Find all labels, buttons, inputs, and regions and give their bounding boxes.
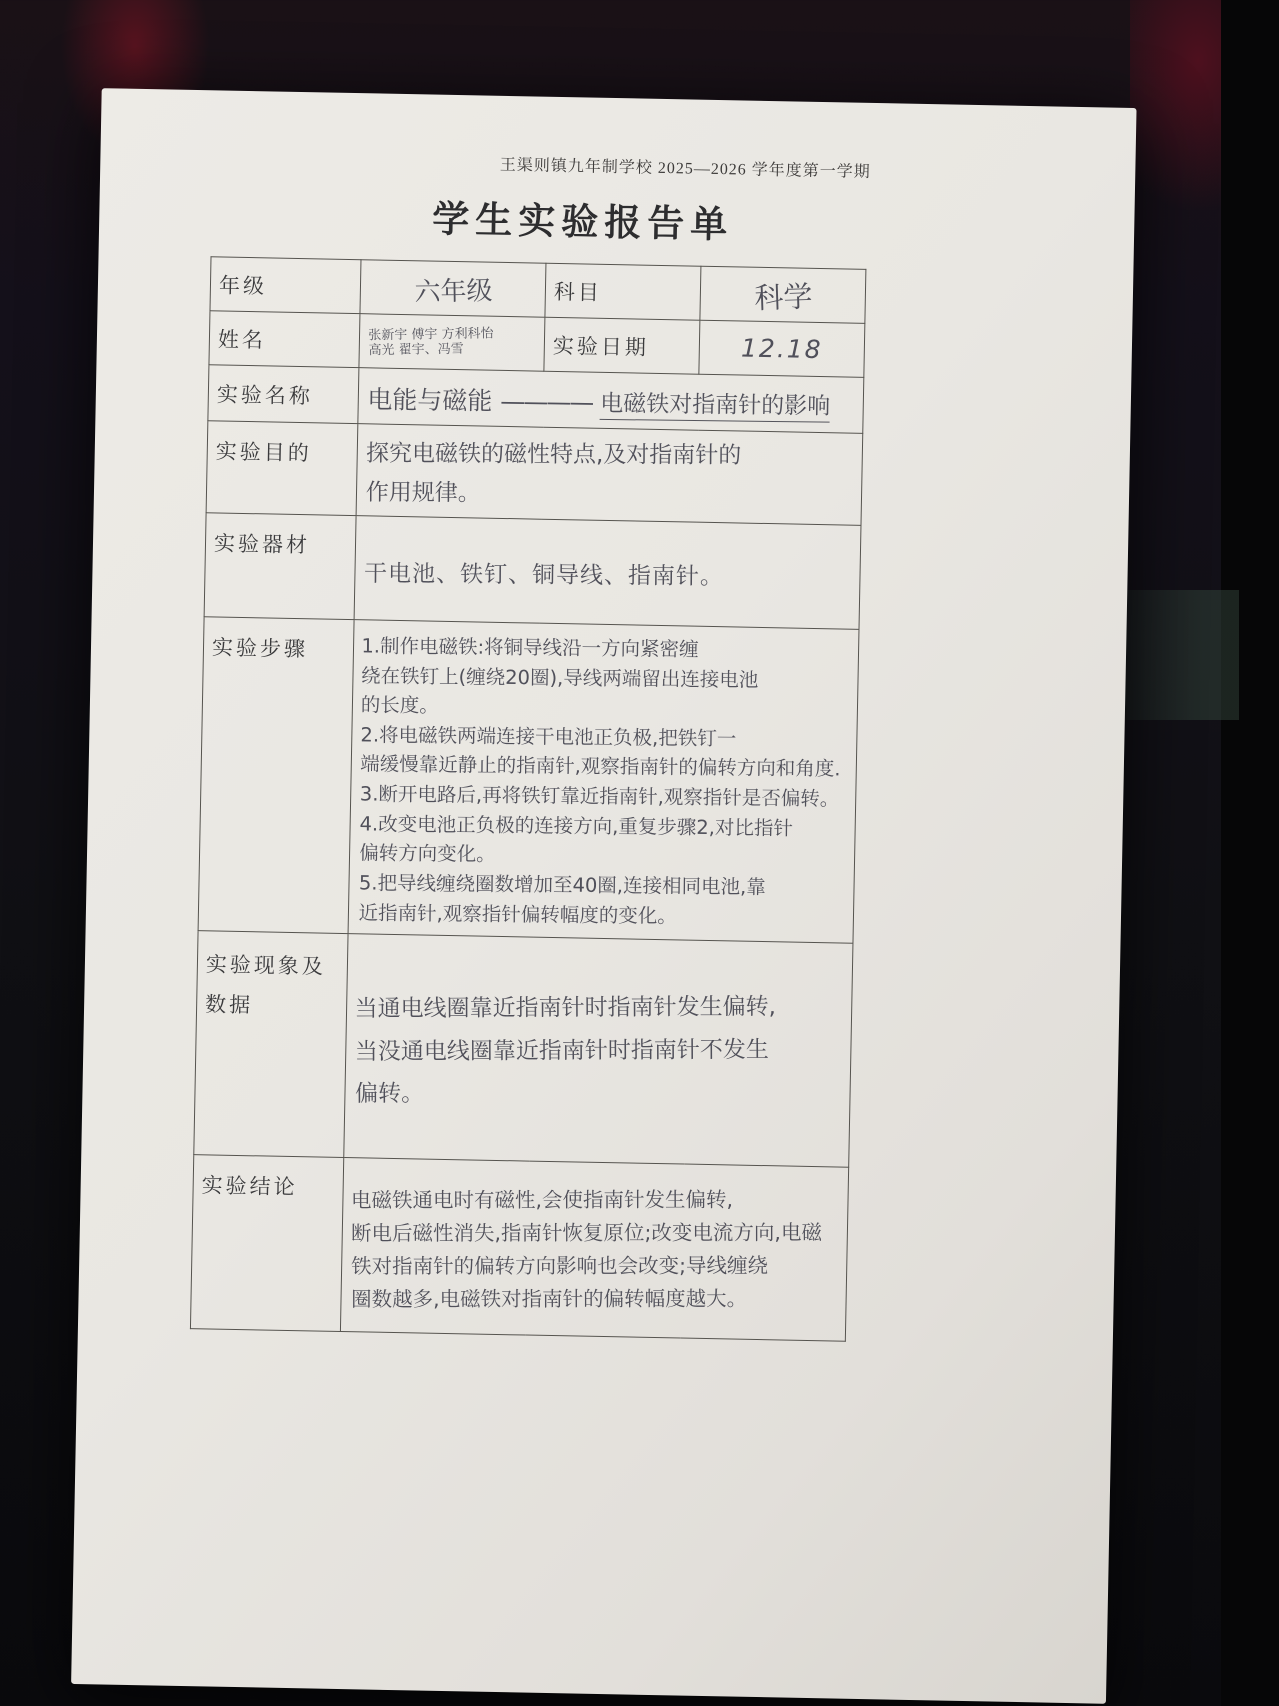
conclusion-line: 断电后磁性消失,指南针恢复原位;改变电流方向,电磁 <box>350 1220 822 1245</box>
table-row-purpose <box>206 421 863 526</box>
grade-value: 六年级 <box>360 260 546 317</box>
subject-value: 科学 <box>700 265 867 324</box>
table-row-materials <box>204 513 861 630</box>
table-row-observations <box>194 931 853 1168</box>
dark-table-edge-strip <box>1221 0 1279 1706</box>
experiment-name-prefix: 电能与磁能 <box>366 384 493 416</box>
school-term-header: 王渠则镇九年制学校 2025—2026 学年度第一学期 <box>499 156 871 181</box>
steps-label: 实验步骤 <box>198 617 354 934</box>
experiment-date-label: 实验日期 <box>544 317 700 374</box>
conclusion-value <box>342 1162 847 1337</box>
steps-line: 的长度。 <box>360 693 439 717</box>
name-value <box>359 314 545 371</box>
table-row-conclusion <box>190 1155 848 1342</box>
steps-line: 5.把导线缠绕圈数增加至40圈,连接相同电池,靠 <box>358 870 766 899</box>
purpose-line: 作用规律。 <box>365 479 481 506</box>
observations-line: 当通电线圈靠近指南针时指南针发生偏转, <box>354 993 776 1022</box>
observations-value <box>345 937 851 1164</box>
steps-line: 近指南针,观察指针偏转幅度的变化。 <box>358 900 677 927</box>
steps-line: 1.制作电磁铁:将铜导线沿一方向紧密缠 <box>360 633 699 661</box>
conclusion-label: 实验结论 <box>190 1155 343 1332</box>
conclusion-line: 铁对指南针的偏转方向影响也会改变;导线缠绕 <box>350 1253 768 1278</box>
name-value-line2: 高光 翟宇、冯雪 <box>367 341 464 358</box>
observations-label-line2: 数据 <box>204 992 254 1018</box>
subject-label: 科目 <box>545 263 701 320</box>
experiment-name-underlined: 电磁铁对指南针的影响 <box>600 390 830 422</box>
experiment-name-dash: ———— <box>499 386 592 417</box>
steps-line: 2.将电磁铁两端连接干电池正负极,把铁钉一 <box>359 722 736 750</box>
steps-line: 3.断开电路后,再将铁钉靠近指南针,观察指针是否偏转。 <box>359 781 839 810</box>
purpose-line: 探究电磁铁的磁性特点,及对指南针的 <box>365 440 741 469</box>
name-label: 姓名 <box>209 311 360 368</box>
conclusion-line: 电磁铁通电时有磁性,会使指南针发生偏转, <box>350 1187 733 1213</box>
name-value-line1: 张新宇 傅宇 方利科怡 <box>367 325 494 343</box>
observations-label <box>194 931 348 1158</box>
observations-line: 偏转。 <box>354 1080 424 1107</box>
table-row-steps <box>198 617 859 944</box>
observations-line: 当没通电线圈靠近指南针时指南针不发生 <box>354 1036 769 1065</box>
experiment-date-value: 12.18 <box>699 320 865 377</box>
materials-label: 实验器材 <box>204 513 356 620</box>
observations-label-line1: 实验现象及 <box>205 952 327 979</box>
purpose-value <box>357 427 862 522</box>
page-title: 学生实验报告单 <box>431 199 734 247</box>
experiment-report-table <box>190 256 866 1341</box>
materials-line: 干电池、铁钉、铜导线、指南针。 <box>363 559 724 589</box>
purpose-label: 实验目的 <box>206 421 358 516</box>
materials-value <box>355 518 861 626</box>
steps-value <box>349 622 857 941</box>
report-sheet <box>71 88 1136 1704</box>
steps-line: 端缓慢靠近静止的指南针,观察指南针的偏转方向和角度. <box>359 752 841 781</box>
steps-line: 偏转方向变化。 <box>358 841 496 866</box>
steps-line: 绕在铁钉上(缠绕20圈),导线两端留出连接电池 <box>360 663 758 691</box>
experiment-name-label: 实验名称 <box>208 365 359 424</box>
steps-line: 4.改变电池正负极的连接方向,重复步骤2,对比指针 <box>358 811 793 840</box>
experiment-name-value <box>358 369 864 431</box>
conclusion-line: 圈数越多,电磁铁对指南针的偏转幅度越大。 <box>350 1285 747 1311</box>
grade-label: 年级 <box>210 257 361 314</box>
